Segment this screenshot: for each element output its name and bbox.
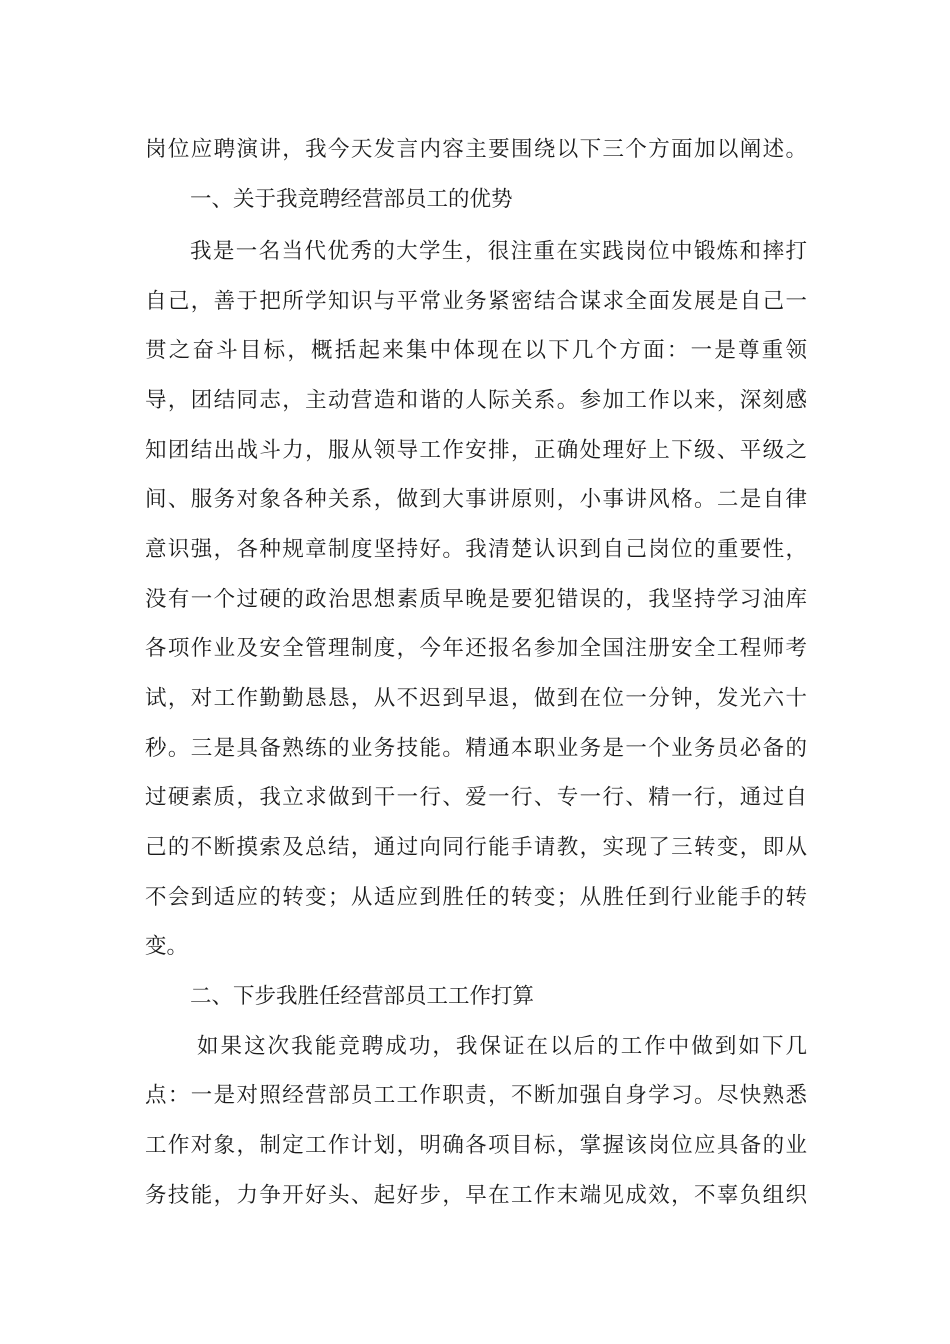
text-line: 意识强，各种规章制度坚持好。我清楚认识到自己岗位的重要性， <box>145 537 807 562</box>
text-line: 自己，善于把所学知识与平常业务紧密结合谋求全面发展是自己一 <box>145 289 807 314</box>
text-line: 各项作业及安全管理制度，今年还报名参加全国注册安全工程师考 <box>145 636 807 661</box>
text-line: 间、服务对象各种关系，做到大事讲原则，小事讲风格。二是自律 <box>145 487 807 512</box>
text-line: 知团结出战斗力，服从领导工作安排，正确处理好上下级、平级之 <box>145 438 807 463</box>
text-line: 没有一个过硬的政治思想素质早晚是要犯错误的，我坚持学习油库 <box>145 587 807 612</box>
text-line: 工作对象，制定工作计划，明确各项目标，掌握该岗位应具备的业 <box>145 1133 807 1158</box>
text-line: 务技能，力争开好头、起好步，早在工作末端见成效，不辜负组织 <box>145 1183 807 1208</box>
text-line: 己的不断摸索及总结，通过向同行能手请教，实现了三转变，即从 <box>145 835 807 860</box>
text-line: 我是一名当代优秀的大学生，很注重在实践岗位中锻炼和摔打 <box>190 239 807 264</box>
text-line: 贯之奋斗目标，概括起来集中体现在以下几个方面：一是尊重领 <box>145 338 807 363</box>
text-line: 导，团结同志，主动营造和谐的人际关系。参加工作以来，深刻感 <box>145 388 807 413</box>
text-line: 岗位应聘演讲，我今天发言内容主要围绕以下三个方面加以阐述。 <box>145 137 807 162</box>
text-line: 试，对工作勤勤恳恳，从不迟到早退，做到在位一分钟，发光六十 <box>145 686 807 711</box>
text-line: 变。 <box>145 934 189 959</box>
text-line: 不会到适应的转变；从适应到胜任的转变；从胜任到行业能手的转 <box>145 885 807 910</box>
section-heading: 一、关于我竞聘经营部员工的优势 <box>190 187 513 212</box>
section-heading: 二、下步我胜任经营部员工工作打算 <box>190 984 535 1009</box>
text-line: 秒。三是具备熟练的业务技能。精通本职业务是一个业务员必备的 <box>145 736 807 761</box>
text-line: 过硬素质，我立求做到干一行、爱一行、专一行、精一行，通过自 <box>145 785 807 810</box>
text-line: 点：一是对照经营部员工工作职责，不断加强自身学习。尽快熟悉 <box>145 1083 807 1108</box>
text-line: 如果这次我能竞聘成功，我保证在以后的工作中做到如下几 <box>197 1034 807 1059</box>
